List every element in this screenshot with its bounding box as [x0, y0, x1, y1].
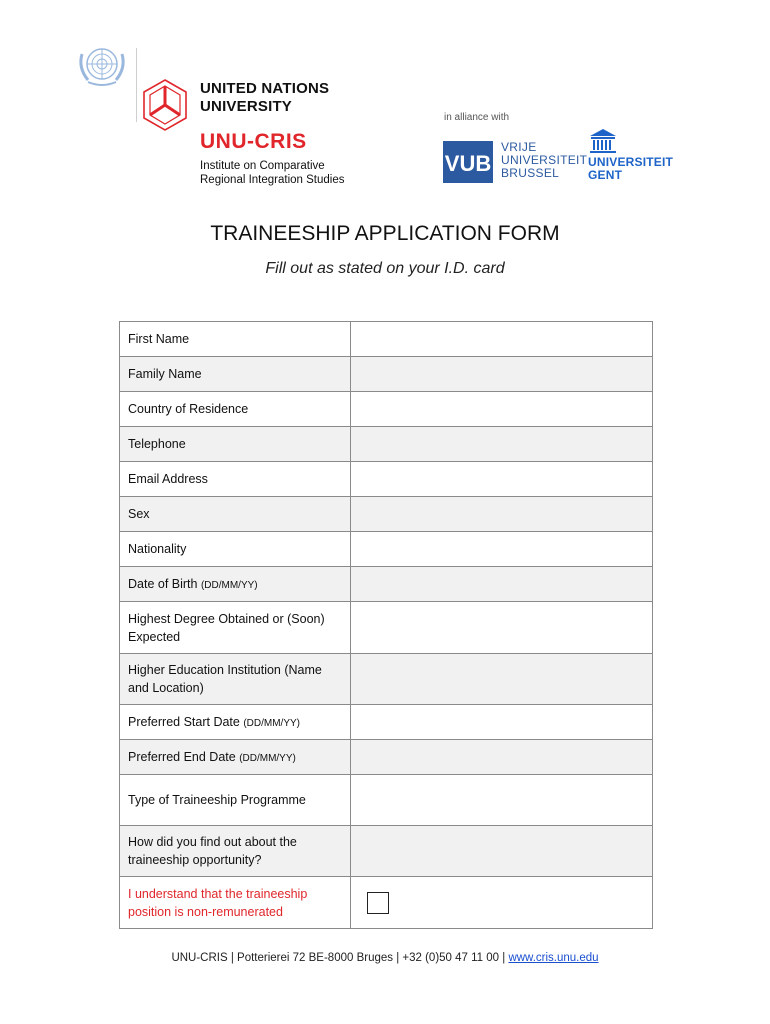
referral-source-label: How did you find out about the traineeship opportunity? [128, 835, 297, 867]
field-label [120, 654, 351, 705]
table-row [120, 775, 653, 826]
ugent-line2: GENT [588, 168, 623, 182]
table-row [120, 654, 653, 705]
country-of-residence-label: Country of Residence [128, 402, 249, 416]
institution-input[interactable] [351, 654, 653, 705]
website-link[interactable]: www.cris.unu.edu [508, 952, 599, 964]
table-row [120, 322, 653, 357]
non-remunerated-label: I understand that the traineeship position is non-remunerated [128, 886, 308, 919]
email-address-label: Email Address [128, 472, 208, 486]
unu-name-line2: UNIVERSITY [200, 98, 293, 115]
unu-cris-title: UNU-CRIS [200, 130, 307, 153]
programme-type-input[interactable] [351, 775, 653, 826]
date-of-birth-input[interactable] [351, 567, 653, 602]
ugent-building-icon [588, 128, 618, 154]
unu-name [200, 80, 329, 116]
footer [0, 952, 770, 964]
programme-type-label: Type of Traineeship Programme [128, 793, 306, 807]
acknowledgement-cell [351, 877, 653, 929]
table-row [120, 705, 653, 740]
telephone-label: Telephone [128, 437, 186, 451]
unu-sub-line1: Institute on Comparative [200, 160, 325, 172]
email-address-input[interactable] [351, 462, 653, 497]
family-name-label: Family Name [128, 367, 202, 381]
table-row [120, 877, 653, 929]
institution-label: Higher Education Institution (Name and Location) [128, 663, 322, 695]
table-row [120, 427, 653, 462]
vub-logo-text: VUB [444, 151, 492, 176]
date-of-birth-label: Date of Birth [128, 577, 198, 591]
table-row [120, 567, 653, 602]
unu-name-line1: UNITED NATIONS [200, 80, 330, 97]
highest-degree-label: Highest Degree Obtained or (Soon) Expected [128, 611, 325, 644]
ugent-name [588, 156, 673, 182]
unu-sub-line2: Regional Integration Studies [200, 174, 345, 186]
start-date-label: Preferred Start Date [128, 715, 240, 729]
sex-label: Sex [128, 507, 150, 521]
non-remunerated-checkbox[interactable] [367, 892, 389, 914]
field-label [120, 602, 351, 654]
first-name-input[interactable] [351, 322, 653, 357]
field-label [120, 705, 351, 740]
table-row [120, 532, 653, 567]
un-emblem-logo [74, 42, 130, 90]
application-form-table [119, 321, 653, 929]
field-label [120, 427, 351, 462]
field-label [120, 740, 351, 775]
form-title: TRAINEESHIP APPLICATION FORM [210, 222, 560, 245]
alliance-text: in alliance with [444, 112, 510, 123]
date-format-hint: (DD/MM/YY) [200, 580, 258, 591]
start-date-input[interactable] [351, 705, 653, 740]
table-row [120, 392, 653, 427]
field-label [120, 567, 351, 602]
table-row [120, 740, 653, 775]
field-label [120, 877, 351, 929]
country-of-residence-input[interactable] [351, 392, 653, 427]
field-label [120, 497, 351, 532]
ugent-line1: UNIVERSITEIT [588, 155, 674, 169]
field-label [120, 322, 351, 357]
sex-input[interactable] [351, 497, 653, 532]
field-label [120, 357, 351, 392]
field-label [120, 462, 351, 497]
date-format-hint: (DD/MM/YY) [239, 753, 296, 764]
nationality-label: Nationality [128, 542, 187, 556]
table-row [120, 462, 653, 497]
telephone-input[interactable] [351, 427, 653, 462]
field-label [120, 826, 351, 877]
vub-line2: UNIVERSITEIT [501, 153, 588, 167]
field-label [120, 392, 351, 427]
table-row [120, 497, 653, 532]
vub-logo [443, 141, 493, 183]
form-subtitle: Fill out as stated on your I.D. card [265, 260, 505, 277]
table-row [120, 826, 653, 877]
vub-line1: VRIJE [501, 140, 537, 154]
referral-source-input[interactable] [351, 826, 653, 877]
date-format-hint: (DD/MM/YY) [243, 718, 301, 729]
first-name-label: First Name [128, 332, 190, 346]
end-date-input[interactable] [351, 740, 653, 775]
field-label [120, 775, 351, 826]
end-date-label: Preferred End Date [128, 750, 236, 764]
unu-cris-subtitle [200, 159, 345, 187]
vub-name [501, 141, 587, 180]
nationality-input[interactable] [351, 532, 653, 567]
vub-line3: BRUSSEL [501, 166, 560, 180]
unu-logo-mark [142, 78, 188, 134]
table-row [120, 357, 653, 392]
highest-degree-input[interactable] [351, 602, 653, 654]
family-name-input[interactable] [351, 357, 653, 392]
logo-divider [136, 48, 137, 122]
footer-address: UNU-CRIS | Potterierei 72 BE-8000 Bruges | +32 (0)50 47 11 00 | [171, 952, 509, 964]
field-label [120, 532, 351, 567]
table-row [120, 602, 653, 654]
